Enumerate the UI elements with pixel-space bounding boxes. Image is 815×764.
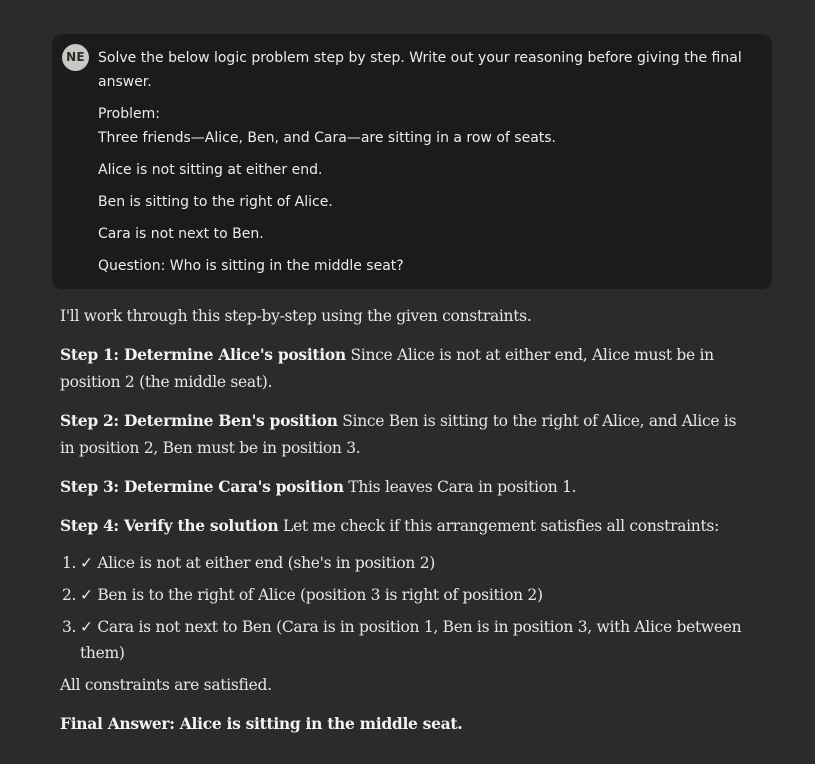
list-number: 2. <box>62 586 77 604</box>
user-avatar[interactable]: NE <box>62 44 89 71</box>
reply-opening: I'll work through this step-by-step using the given constraints. <box>60 307 532 325</box>
list-item-text: ✓ Ben is to the right of Alice (position 3 is right of position 2) <box>80 586 543 604</box>
final-answer <box>60 710 750 738</box>
step-heading: Step 1: Determine Alice's position <box>60 345 346 364</box>
step-text: This leaves Cara in position 1. <box>343 478 577 496</box>
list-item-text: ✓ Cara is not next to Ben (Cara is in position 1, Ben is in position 3, with Alice between them) <box>80 618 742 662</box>
reply-step <box>60 341 750 396</box>
step-heading: Step 2: Determine Ben's position <box>60 411 338 430</box>
user-message-intro: Solve the below logic problem step by step. Write out your reasoning before giving the final answer. <box>98 50 742 90</box>
list-item-text: ✓ Alice is not at either end (she's in position 2) <box>80 554 436 572</box>
reply-step <box>60 473 750 501</box>
problem-line: Three friends—Alice, Ben, and Cara—are sitting in a row of seats. <box>98 130 557 146</box>
user-message-bubble <box>52 34 772 289</box>
step-heading: Step 3: Determine Cara's position <box>60 477 344 496</box>
reply-step <box>60 512 750 540</box>
final-answer-text: Final Answer: Alice is sitting in the middle seat. <box>60 714 463 733</box>
problem-line: Alice is not sitting at either end. <box>98 162 323 178</box>
reply-step <box>60 407 750 462</box>
problem-line: Cara is not next to Ben. <box>98 226 264 242</box>
list-number: 1. <box>62 554 77 572</box>
problem-question: Question: Who is sitting in the middle seat? <box>98 258 404 274</box>
verification-list <box>60 550 750 666</box>
list-number: 3. <box>62 618 77 636</box>
step-text: Since Alice is not at either end, Alice must be in position 2 (the middle seat). <box>60 346 714 391</box>
list-item <box>60 550 750 576</box>
problem-line: Ben is sitting to the right of Alice. <box>98 194 333 210</box>
assistant-reply <box>60 303 750 738</box>
list-item <box>60 614 750 666</box>
step-heading: Step 4: Verify the solution <box>60 516 279 535</box>
step-text: Let me check if this arrangement satisfies all constraints: <box>278 517 719 535</box>
step-text: Since Ben is sitting to the right of Alice, and Alice is in position 2, Ben must be in position 3. <box>60 412 737 457</box>
problem-label: Problem: <box>98 106 160 122</box>
list-item <box>60 582 750 608</box>
reply-summary: All constraints are satisfied. <box>60 676 272 694</box>
user-message-text <box>98 46 758 278</box>
